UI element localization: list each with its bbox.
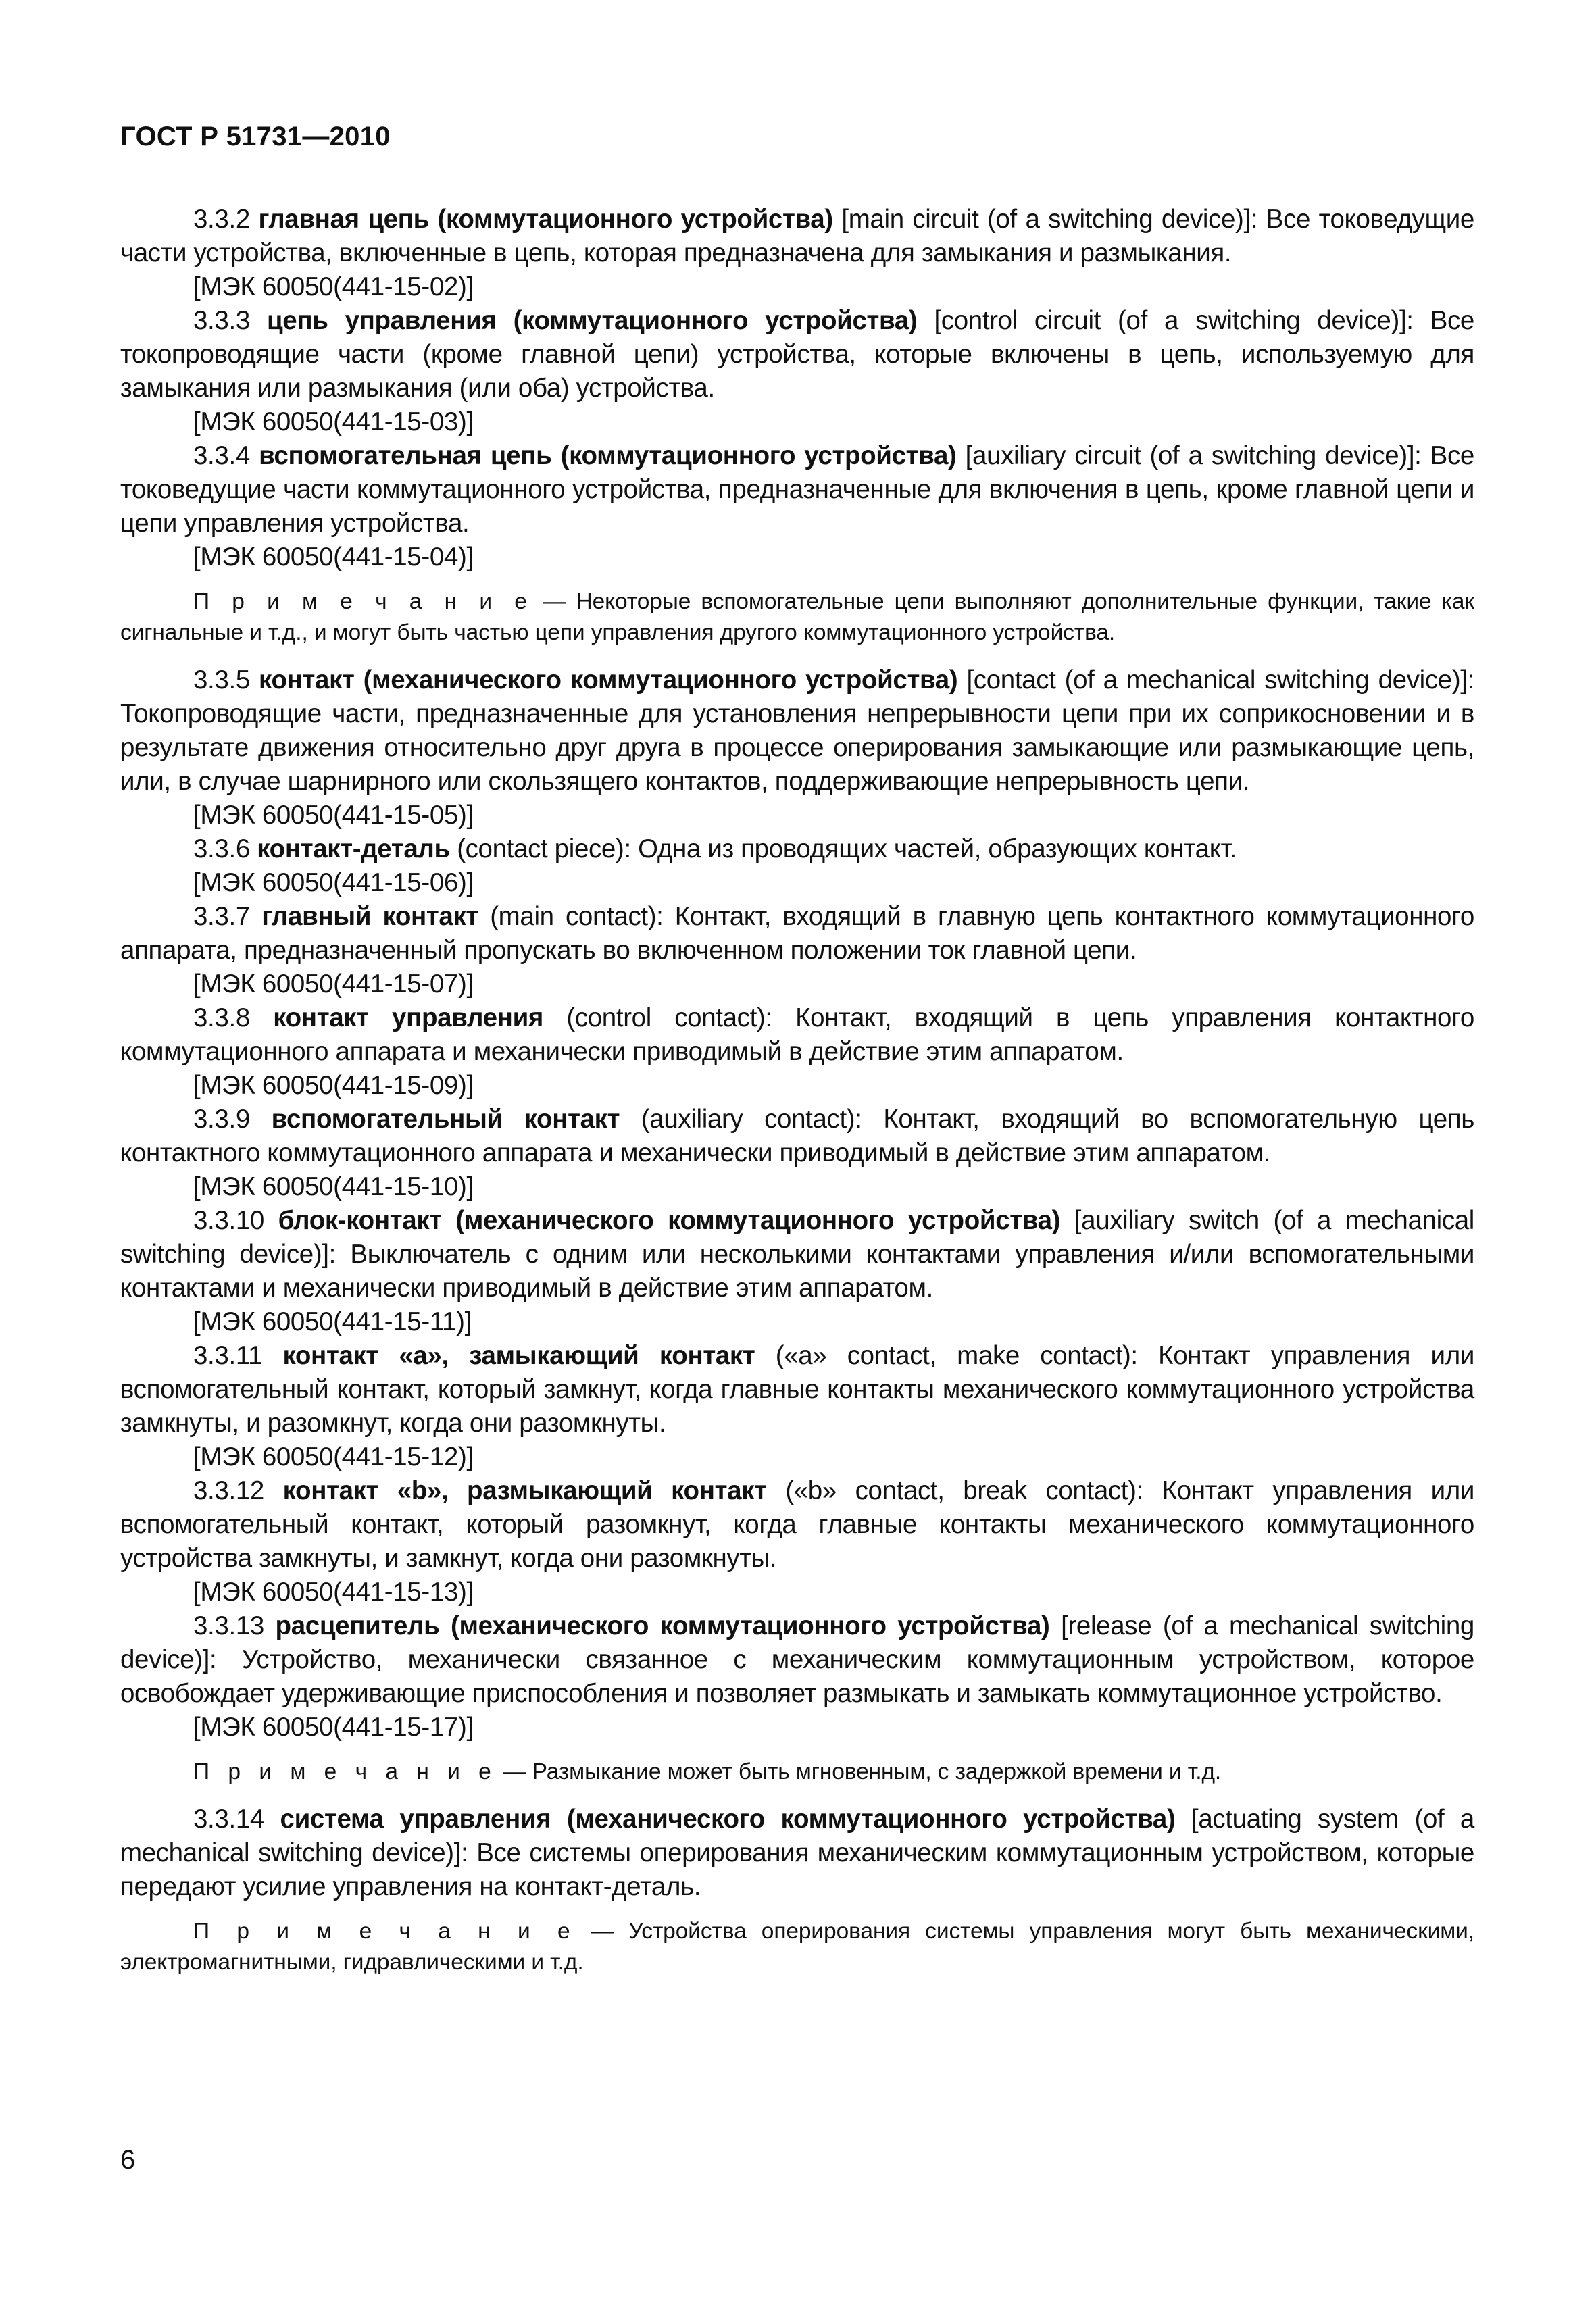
clause-number: 3.3.9 (193, 1105, 250, 1134)
definition-paragraph-3-3-10 (120, 1204, 1474, 1305)
term-definition: [main circuit (of a switching device)]: Все токоведущие части устройства, включенные в цепь, которая предназначена для замыкания и размыкания. (120, 205, 1474, 268)
definition-paragraph-3-3-14 (120, 1803, 1474, 1904)
term: расцепитель (механического коммутационного устройства) (275, 1611, 1050, 1640)
clause-number: 3.3.3 (193, 306, 250, 335)
document-header: ГОСТ Р 51731—2010 (120, 122, 391, 151)
term-definition: [auxiliary switch (of a mechanical switching device)]: Выключатель с одним или несколькими контактами управления и/или вспомогательными контактами и механически приводимый в действие этим аппаратом. (120, 1206, 1474, 1303)
note-label: П р и м е ч а н и е (193, 589, 533, 614)
iec-reference: [МЭК 60050(441-15-09)] (193, 1071, 474, 1100)
clause-number: 3.3.10 (193, 1206, 264, 1235)
term: система управления (механического коммутационного устройства) (280, 1805, 1176, 1834)
definition-paragraph-3-3-2 (120, 203, 1474, 270)
note-text: — Размыкание может быть мгновенным, с задержкой времени и т.д. (503, 1759, 1222, 1784)
definition-paragraph-3-3-8 (120, 1001, 1474, 1069)
definition-paragraph-3-3-7 (120, 900, 1474, 967)
term-definition: [control circuit (of a switching device)]: Все токопроводящие части (кроме главной цепи) устройства, которые включены в цепь, используемую для замыкания или размыкания (или оба) устройства. (120, 306, 1474, 403)
iec-reference: [МЭК 60050(441-15-13)] (193, 1578, 474, 1607)
clause-number: 3.3.12 (193, 1476, 264, 1505)
note-label: П р и м е ч а н и е (193, 1919, 576, 1944)
term-definition: [contact (of a mechanical switching device)]: Токопроводящие части, предназначенные для установления непрерывности цепи при их соприкосновении и в результате движения относительно друг друга в процессе оперирования замыкающие или размыкающие цепь, или, в случае шарнирного или скользящего контактов, поддерживающие непрерывность цепи. (120, 665, 1474, 796)
iec-reference: [МЭК 60050(441-15-04)] (193, 543, 474, 572)
term: цепь управления (коммутационного устройства) (266, 306, 918, 335)
note-paragraph (120, 586, 1474, 649)
clause-number: 3.3.5 (193, 665, 250, 695)
clause-number: 3.3.8 (193, 1003, 250, 1032)
iec-reference: [МЭК 60050(441-15-12)] (193, 1442, 474, 1472)
note-text: — Некоторые вспомогательные цепи выполняют дополнительные функции, такие как сигнальные и т.д., и могут быть частью цепи управления другого коммутационного устройства. (120, 589, 1474, 645)
iec-reference: [МЭК 60050(441-15-11)] (193, 1307, 472, 1336)
page-number: 6 (120, 2145, 136, 2175)
term-definition: (contact piece): Одна из проводящих частей, образующих контакт. (449, 834, 1237, 863)
term-definition: (main contact): Контакт, входящий в главную цепь контактного коммутационного аппарата, предназначенный пропускать во включенном положении ток главной цепи. (120, 902, 1474, 965)
term: вспомогательная цепь (коммутационного устройства) (259, 441, 957, 470)
document-content (120, 203, 1474, 1993)
term: контакт «а», замыкающий контакт (282, 1341, 755, 1370)
definition-paragraph-3-3-5 (120, 663, 1474, 799)
note-text: — Устройства оперирования системы управления могут быть механическими, электромагнитными, гидравлическими и т.д. (120, 1919, 1474, 1975)
definition-paragraph-3-3-13 (120, 1609, 1474, 1711)
term-definition: [release (of a mechanical switching device)]: Устройство, механически связанное с механическим коммутационным устройством, которое освобождает удерживающие приспособления и позволяет размыкать и замыкать коммутационное устройство. (120, 1611, 1474, 1708)
iec-reference: [МЭК 60050(441-15-10)] (193, 1172, 474, 1201)
term-definition: («а» contact, make contact): Контакт управления или вспомогательный контакт, который замкнут, когда главные контакты механического коммутационного устройства замкнуты, и разомкнут, когда они разомкнуты. (120, 1341, 1474, 1438)
term: блок-контакт (механического коммутационного устройства) (278, 1206, 1061, 1235)
iec-reference: [МЭК 60050(441-15-03)] (193, 407, 474, 436)
term: контакт «b», размыкающий контакт (282, 1476, 767, 1505)
term-definition: (control contact): Контакт, входящий в цепь управления контактного коммутационного аппарата и механически приводимый в действие этим аппаратом. (120, 1003, 1474, 1066)
definition-paragraph-3-3-6 (120, 832, 1474, 866)
note-label: П р и м е ч а н и е (193, 1759, 497, 1784)
note-paragraph (120, 1757, 1474, 1788)
term-definition: («b» contact, break contact): Контакт управления или вспомогательный контакт, который разомкнут, когда главные контакты механического коммутационного устройства замкнуты, и замкнут, когда они разомкнуты. (120, 1476, 1474, 1573)
definition-paragraph-3-3-12 (120, 1474, 1474, 1576)
clause-number: 3.3.11 (193, 1341, 263, 1370)
term: главный контакт (261, 902, 478, 931)
clause-number: 3.3.7 (193, 902, 250, 931)
term: контакт (механического коммутационного устройства) (259, 665, 958, 695)
clause-number: 3.3.4 (193, 441, 250, 470)
clause-number: 3.3.2 (193, 205, 250, 234)
definition-paragraph-3-3-9 (120, 1103, 1474, 1170)
term: контакт-деталь (257, 834, 450, 863)
term-definition: [actuating system (of a mechanical switching device)]: Все системы оперирования механическим коммутационным устройством, которые передают усилие управления на контакт-деталь. (120, 1805, 1474, 1901)
term-definition: (auxiliary contact): Контакт, входящий во вспомогательную цепь контактного коммутационного аппарата и механически приводимый в действие этим аппаратом. (120, 1105, 1474, 1167)
iec-reference: [МЭК 60050(441-15-06)] (193, 868, 474, 897)
term: контакт управления (273, 1003, 544, 1032)
iec-reference: [МЭК 60050(441-15-07)] (193, 970, 474, 999)
clause-number: 3.3.13 (193, 1611, 264, 1640)
note-paragraph (120, 1916, 1474, 1978)
term: вспомогательный контакт (271, 1105, 620, 1134)
clause-number: 3.3.14 (193, 1805, 264, 1834)
definition-paragraph-3-3-3 (120, 304, 1474, 405)
iec-reference: [МЭК 60050(441-15-17)] (193, 1713, 474, 1742)
clause-number: 3.3.6 (193, 834, 250, 863)
definition-paragraph-3-3-11 (120, 1339, 1474, 1440)
iec-reference: [МЭК 60050(441-15-05)] (193, 801, 474, 830)
term: главная цепь (коммутационного устройства) (258, 205, 833, 234)
definition-paragraph-3-3-4 (120, 439, 1474, 540)
iec-reference: [МЭК 60050(441-15-02)] (193, 272, 474, 301)
term-definition: [auxiliary circuit (of a switching device)]: Все токоведущие части коммутационного устройства, предназначенные для включения в цепь, кроме главной цепи и цепи управления устройства. (120, 441, 1474, 538)
